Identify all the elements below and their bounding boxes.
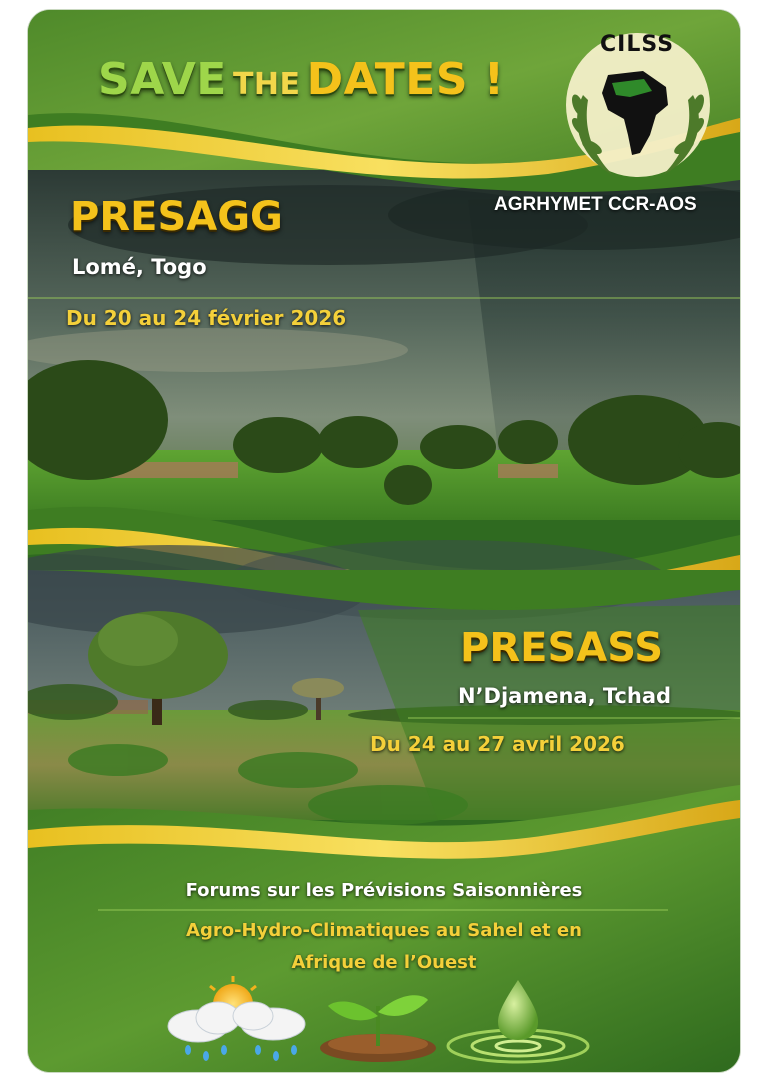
the-word: THE <box>232 67 301 102</box>
forum-line-1: Forums sur les Prévisions Saisonnières <box>185 880 583 901</box>
dates-word: DATES ! <box>306 54 505 105</box>
event1-dates: Du 20 au 24 février 2026 <box>66 306 347 330</box>
save-word: SAVE <box>98 54 227 105</box>
save-the-dates-title <box>98 54 504 105</box>
sprout-icon <box>313 976 443 1066</box>
poster-artwork <box>28 10 740 1072</box>
event2-dates: Du 24 au 27 avril 2026 <box>370 732 625 756</box>
weather-sun-cloud-rain-icon <box>158 976 318 1066</box>
org-name: AGRHYMET CCR-AOS <box>494 194 697 215</box>
event1-location: Lomé, Togo <box>72 255 207 279</box>
poster <box>28 10 740 1072</box>
event2-location: N’Djamena, Tchad <box>458 684 672 708</box>
forum-line-3: Afrique de l’Ouest <box>291 952 477 973</box>
forum-line-2: Agro-Hydro-Climatiques au Sahel et en <box>186 920 582 941</box>
event2-title: PRESASS <box>460 625 664 671</box>
water-drop-icon <box>443 976 593 1066</box>
event1-title: PRESAGG <box>70 194 283 240</box>
cilss-logo-text: CILSS <box>600 32 675 57</box>
